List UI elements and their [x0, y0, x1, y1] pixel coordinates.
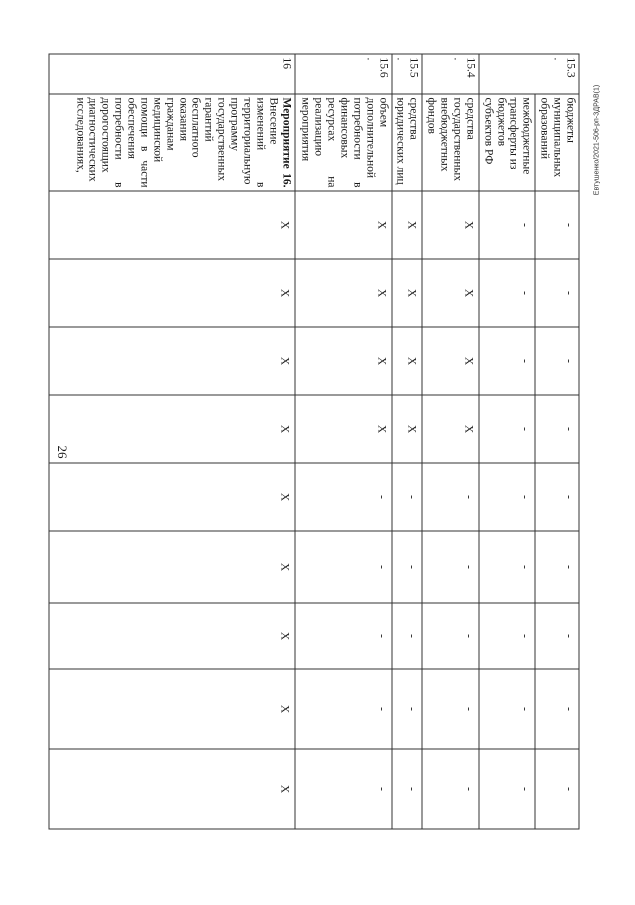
- cell-value: Х: [295, 327, 392, 395]
- cell-value: -: [295, 749, 392, 829]
- measure-title: Мероприятие 16.: [280, 97, 293, 188]
- cell-value: Х: [295, 395, 392, 463]
- rotated-table-wrapper: [67, 54, 580, 829]
- cell-value: -: [479, 603, 536, 669]
- cell-value: -: [392, 603, 423, 669]
- document-code: Евтушенко/2021-506-рп-ЗДРАВ(1): [593, 84, 601, 196]
- cell-value: Х: [392, 259, 423, 327]
- budget-table: [48, 54, 579, 830]
- cell-value: Х: [295, 191, 392, 259]
- cell-value: -: [535, 191, 579, 259]
- cell-value: -: [392, 463, 423, 531]
- row-number: 16: [49, 54, 295, 94]
- row-number: 15.4 .: [422, 54, 479, 94]
- row-label: объем дополнительной потребности в финансовых ресурсах на реализацию мероприятия: [295, 94, 392, 191]
- row-label: средства государственных внебюджетных фондов: [422, 94, 479, 191]
- cell-value: Х: [49, 603, 295, 669]
- row-number: 15.3 .: [479, 54, 579, 94]
- cell-value: Х: [422, 191, 479, 259]
- cell-value: Х: [392, 395, 423, 463]
- row-label: [49, 94, 295, 191]
- cell-value: Х: [295, 259, 392, 327]
- page-number: 26: [55, 445, 70, 459]
- cell-value: -: [422, 531, 479, 603]
- cell-value: -: [535, 327, 579, 395]
- cell-value: Х: [49, 669, 295, 749]
- table-row: [392, 54, 423, 829]
- table-row: [49, 54, 295, 829]
- cell-value: Х: [49, 463, 295, 531]
- cell-value: -: [535, 463, 579, 531]
- cell-value: -: [392, 669, 423, 749]
- cell-value: -: [479, 395, 536, 463]
- cell-value: -: [535, 395, 579, 463]
- cell-value: -: [479, 463, 536, 531]
- cell-value: Х: [49, 327, 295, 395]
- cell-value: -: [422, 669, 479, 749]
- cell-value: -: [479, 531, 536, 603]
- row-number: 15.6 .: [295, 54, 392, 94]
- cell-value: -: [479, 749, 536, 829]
- cell-value: -: [295, 531, 392, 603]
- cell-value: -: [479, 669, 536, 749]
- cell-value: -: [535, 749, 579, 829]
- table-row: [535, 54, 579, 829]
- row-label: межбюджетные трансферты из бюджетов субъектов РФ: [479, 94, 536, 191]
- table-row: [295, 54, 392, 829]
- row-label: бюджеты муниципальных образований: [535, 94, 579, 191]
- cell-value: -: [422, 749, 479, 829]
- cell-value: -: [422, 603, 479, 669]
- cell-value: -: [535, 531, 579, 603]
- table-row: [479, 54, 536, 829]
- cell-value: Х: [49, 191, 295, 259]
- cell-value: -: [479, 259, 536, 327]
- cell-value: Х: [49, 749, 295, 829]
- cell-value: -: [535, 603, 579, 669]
- table-row: [422, 54, 479, 829]
- cell-value: -: [535, 259, 579, 327]
- cell-value: -: [295, 463, 392, 531]
- cell-value: -: [295, 669, 392, 749]
- cell-value: Х: [49, 259, 295, 327]
- cell-value: -: [535, 669, 579, 749]
- row-label: средства юридических лиц: [392, 94, 423, 191]
- cell-value: Х: [422, 259, 479, 327]
- cell-value: Х: [392, 327, 423, 395]
- cell-value: Х: [422, 327, 479, 395]
- cell-value: -: [422, 463, 479, 531]
- cell-value: -: [295, 603, 392, 669]
- cell-value: Х: [49, 395, 295, 463]
- cell-value: Х: [392, 191, 423, 259]
- cell-value: -: [479, 191, 536, 259]
- cell-value: -: [392, 749, 423, 829]
- cell-value: -: [392, 531, 423, 603]
- cell-value: Х: [49, 531, 295, 603]
- measure-description: Внесение изменений в территориальную программу государственных гарантий бесплатного оказания гражданам медицинской помощи в части обеспечения потребности в дорогостоящих диагностических исследованиях,: [74, 97, 280, 188]
- row-number: 15.5 .: [392, 54, 423, 94]
- cell-value: -: [479, 327, 536, 395]
- cell-value: Х: [422, 395, 479, 463]
